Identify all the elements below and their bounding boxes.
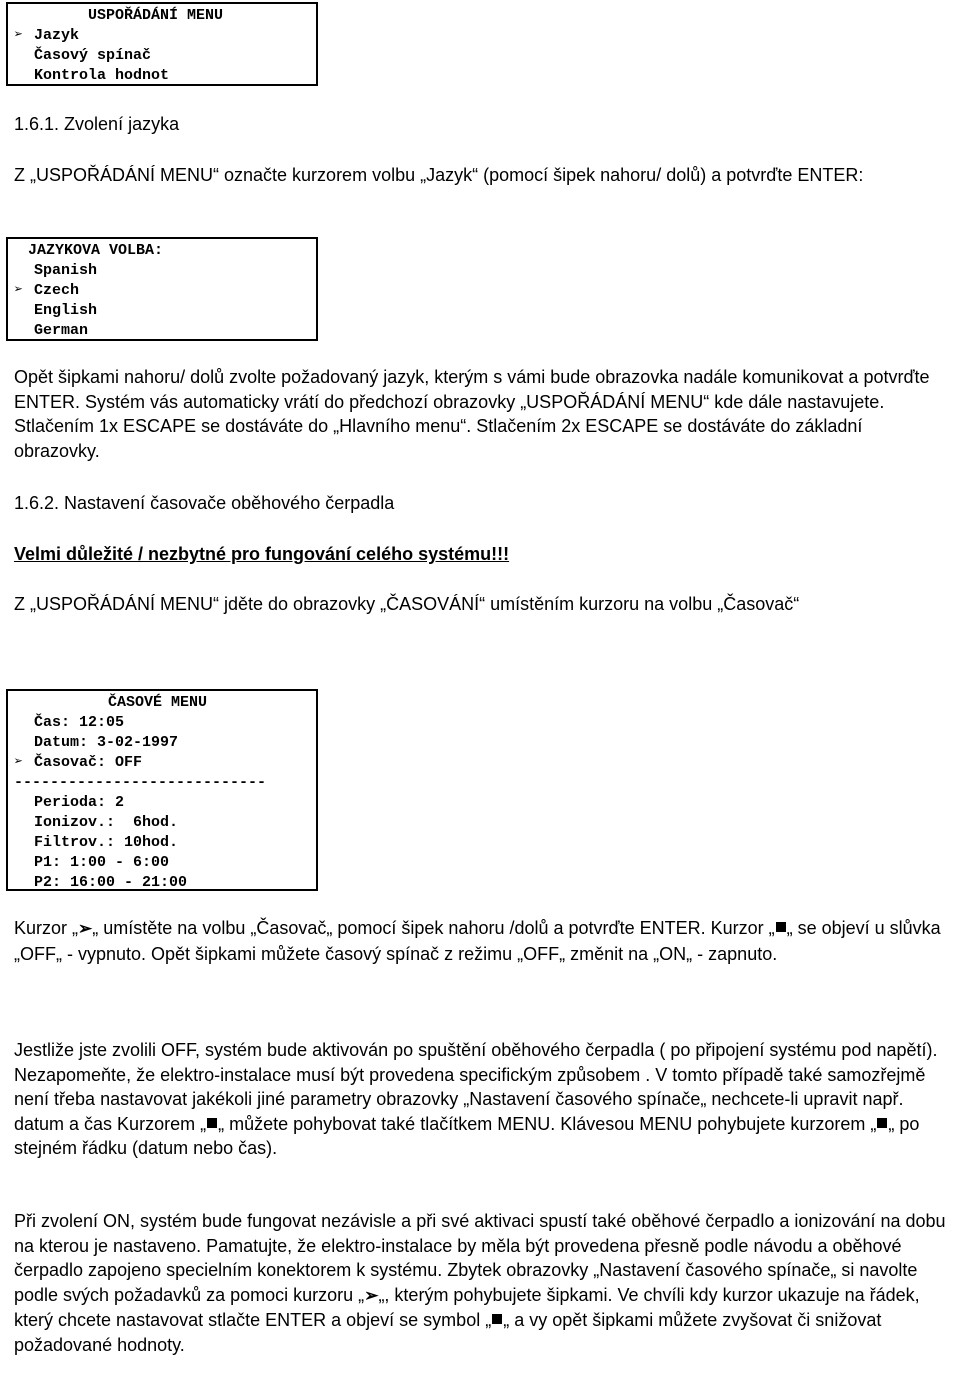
time-line-cas: Čas: 12:05 — [34, 714, 125, 731]
square-marker-icon — [877, 1118, 887, 1128]
square-marker-icon — [492, 1314, 502, 1324]
time-menu-box — [6, 689, 318, 891]
language-box-title: JAZYKOVA VOLBA: — [28, 242, 164, 259]
section-2-heading: 1.6.2. Nastavení časovače oběhového čerpadla — [14, 493, 395, 513]
off-paragraph: Jestliže jste zvolili OFF, systém bude aktivován po spuštění oběhového čerpadla ( po připojení systému pod napětí). Nezapomeňte, že elektro-instalace musí být provedena specifickým způsobem . V tomto případě také samozřejmě není třeba nastavovat jakékoli jiné parametry obrazovky „Nastavení časového spínače„ nechcete-li upravit např. datum a čas Kurzorem „ „ můžete pohybovat také tlačítkem MENU. Klávesou MENU pohybujete kurzorem „ „ po stejném řádku (datum nebo čas). — [14, 1040, 938, 1158]
language-box — [6, 237, 318, 341]
time-divider: ---------------------------- — [14, 774, 267, 791]
section-1-heading: 1.6.1. Zvolení jazyka — [14, 114, 180, 134]
language-option-czech: ➢ Czech — [14, 282, 80, 299]
menu-item-casovy-spinac: Časový spínač — [34, 47, 152, 64]
section-2-intro: Z „USPOŘÁDÁNÍ MENU“ jděte do obrazovky „ČASOVÁNÍ“ umístěním kurzoru na volbu „Časovač“ — [14, 594, 800, 614]
time-line-datum: Datum: 3-02-1997 — [34, 734, 179, 751]
square-marker-icon — [207, 1118, 217, 1128]
arrow-cursor-icon: ➢ — [14, 754, 24, 771]
square-marker-icon — [776, 922, 786, 932]
menu-item-kontrola-hodnot: Kontrola hodnot — [34, 67, 170, 84]
arrow-cursor-icon: ➢ — [78, 919, 93, 938]
time-menu-title: ČASOVÉ MENU — [108, 694, 208, 711]
section-1-intro: Z „USPOŘÁDÁNÍ MENU“ označte kurzorem volbu „Jazyk“ (pomocí šipek nahoru/ dolů) a potvrďte ENTER: — [14, 165, 864, 185]
menu-box — [6, 2, 318, 86]
language-option-german: German — [34, 322, 89, 339]
kurzor-paragraph: Kurzor „➢„ umístěte na volbu „Časovač„ pomocí šipek nahoru /dolů a potvrďte ENTER. Kurzor „ „ se objeví u slůvka „OFF„ - vypnuto. Opět šipkami můžete časový spínač z režimu „OFF„ změnit na „ON„ - zapnuto. — [14, 918, 941, 964]
arrow-cursor-icon: ➢ — [364, 1285, 379, 1305]
arrow-cursor-icon: ➢ — [14, 27, 24, 44]
language-option-spanish: Spanish — [34, 262, 98, 279]
on-paragraph: Při zvolení ON, systém bude fungovat nezávisle a při své aktivaci spustí také oběhové čerpadlo a ionizování na dobu na kterou je nastaveno. Pamatujte, že elektro-instalace by měla být provedena přesně podle návodu a oběhové čerpadlo zapojeno specielním konektorem k systému. Zbytek obrazovky „Nastavení časového spínače„ si navolte podle svých požadavků za pomoci kurzoru „➢„, kterým pohybujete šipkami. Ve chvíli kdy kurzor ukazuje na řádek, který chcete nastavovat stlačte ENTER a objeví se symbol „ „ a vy opět šipkami můžete zvyšovat či snižovat požadované hodnoty. — [14, 1211, 946, 1355]
time-line-p1: P1: 1:00 - 6:00 — [34, 854, 170, 871]
menu-item-jazyk: ➢ Jazyk — [14, 27, 80, 44]
menu-title: USPOŘÁDÁNÍ MENU — [88, 7, 224, 24]
section-1-body: Opět šipkami nahoru/ dolů zvolte požadovaný jazyk, kterým s vámi bude obrazovka nadále komunikovat a potvrďte ENTER. Systém vás automaticky vrátí do předchozí obrazovky „USPOŘÁDÁNÍ MENU“ kde dále nastavujete. Stlačením 1x ESCAPE se dostáváte do „Hlavního menu“. Stlačením 2x ESCAPE se dostáváte do základní obrazovky. — [14, 367, 930, 461]
time-line-p2: P2: 16:00 - 21:00 — [34, 874, 188, 891]
language-option-english: English — [34, 302, 98, 319]
time-line-ionizov: Ionizov.: 6hod. — [34, 814, 179, 831]
time-line-casovac: ➢ Časovač: OFF — [14, 754, 143, 771]
arrow-cursor-icon: ➢ — [14, 282, 24, 299]
time-line-perioda: Perioda: 2 — [34, 794, 125, 811]
time-line-filtrov: Filtrov.: 10hod. — [34, 834, 179, 851]
section-2-warning: Velmi důležité / nezbytné pro fungování celého systému!!! — [14, 544, 510, 564]
